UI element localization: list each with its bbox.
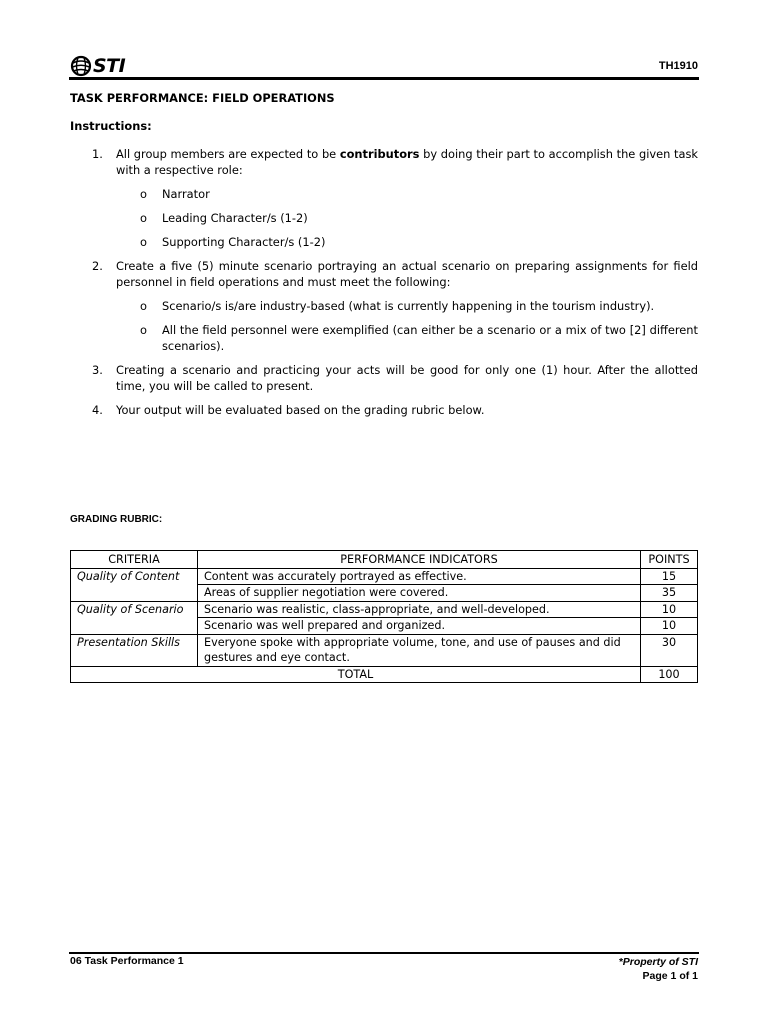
footer-right <box>619 955 698 983</box>
sti-logo <box>70 54 125 78</box>
bullet-icon: o <box>140 187 147 201</box>
points-cell: 30 <box>641 634 698 666</box>
criteria-cell: Presentation Skills <box>71 634 198 666</box>
header-divider <box>69 77 699 80</box>
table-row <box>71 568 698 585</box>
table-row <box>71 601 698 618</box>
globe-icon <box>70 55 92 77</box>
points-cell: 10 <box>641 601 698 618</box>
points-cell: 35 <box>641 585 698 602</box>
indicator-cell: Scenario was realistic, class-appropriate, and well-developed. <box>198 601 641 618</box>
item-number: 3. <box>92 363 103 377</box>
role-list <box>116 186 698 250</box>
total-points: 100 <box>641 666 698 683</box>
column-header: PERFORMANCE INDICATORS <box>198 551 641 569</box>
table-row <box>71 634 698 666</box>
instruction-item <box>70 362 698 394</box>
requirement-list <box>116 298 698 354</box>
footer-document-name: 06 Task Performance 1 <box>70 955 184 967</box>
bullet-icon: o <box>140 299 147 313</box>
list-item: o Narrator <box>140 187 210 201</box>
page-title: TASK PERFORMANCE: FIELD OPERATIONS <box>70 91 335 105</box>
item-number: 1. <box>92 147 103 161</box>
list-item: o All the field personnel were exemplified (can either be a scenario or a mix of two [2] different scenarios). <box>140 323 698 353</box>
indicator-cell: Content was accurately portrayed as effective. <box>198 568 641 585</box>
footer-divider <box>69 952 699 954</box>
list-item: o Supporting Character/s (1-2) <box>140 235 326 249</box>
grading-rubric-table <box>70 550 698 683</box>
total-label: TOTAL <box>71 666 641 683</box>
instructions-label: Instructions: <box>70 119 152 133</box>
table-header-row <box>71 551 698 569</box>
logo-text: STI <box>93 55 126 77</box>
property-notice: *Property of STI <box>618 956 698 968</box>
instruction-text: Create a five (5) minute scenario portraying an actual scenario on preparing assignments for field personnel in field operations and must meet the following: <box>116 259 698 289</box>
item-number: 4. <box>92 403 103 417</box>
column-header: CRITERIA <box>71 551 198 569</box>
criteria-cell: Quality of Scenario <box>71 601 198 634</box>
instruction-text: Your output will be evaluated based on the grading rubric below. <box>116 403 485 417</box>
bullet-icon: o <box>140 235 147 249</box>
instructions-list <box>70 146 698 418</box>
instruction-item <box>70 402 698 418</box>
criteria-cell: Quality of Content <box>71 568 198 601</box>
bullet-icon: o <box>140 211 147 225</box>
indicator-cell: Areas of supplier negotiation were covered. <box>198 585 641 602</box>
emphasis-text: contributors <box>339 147 420 161</box>
points-cell: 15 <box>641 568 698 585</box>
table-total-row <box>71 666 698 683</box>
column-header: POINTS <box>641 551 698 569</box>
list-item: o Scenario/s is/are industry-based (what is currently happening in the tourism industry). <box>140 299 655 313</box>
rubric-heading: GRADING RUBRIC: <box>70 514 163 525</box>
list-item: o Leading Character/s (1-2) <box>140 211 308 225</box>
instruction-item <box>70 258 698 354</box>
document-code: TH1910 <box>658 60 698 72</box>
points-cell: 10 <box>641 618 698 635</box>
item-number: 2. <box>92 259 103 273</box>
instruction-text: All group members are expected to be contributors by doing their part to accomplish the given task with a respective role: <box>116 147 698 177</box>
indicator-cell: Scenario was well prepared and organized. <box>198 618 641 635</box>
instruction-item <box>70 146 698 250</box>
page-number: Page 1 of 1 <box>642 970 698 982</box>
instruction-text: Creating a scenario and practicing your acts will be good for only one (1) hour. After the allotted time, you will be called to present. <box>116 363 698 393</box>
indicator-cell: Everyone spoke with appropriate volume, tone, and use of pauses and did gestures and eye contact. <box>198 634 641 666</box>
bullet-icon: o <box>140 323 147 337</box>
